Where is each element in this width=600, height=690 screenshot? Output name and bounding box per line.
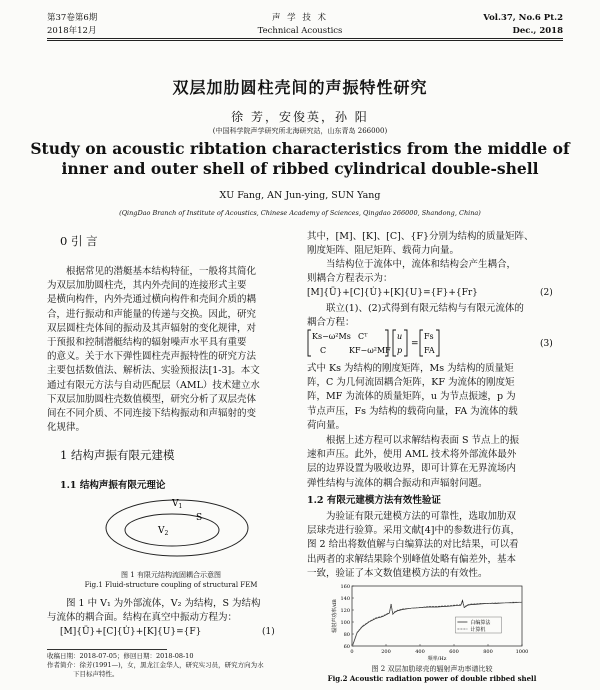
matrix-r1c1: Ks−ω²Ms xyxy=(312,332,351,341)
fig1-text xyxy=(47,597,295,625)
y-tick-label: 100 xyxy=(340,620,350,626)
text-line: 联立(1)、(2)式得到有限元结构与有限元流体的 xyxy=(326,303,524,314)
section1-heading: 1 结构声振有限元建模 xyxy=(60,448,175,462)
header-left-top: 第37卷第6期 xyxy=(47,13,98,23)
text-line: 其中，[M]、[K]、[C]、{F}分别为结构的质量矩阵、 xyxy=(307,231,534,242)
x-tick-label: 400 xyxy=(415,649,425,655)
x-tick-label: 600 xyxy=(449,649,459,655)
equation-3-number: (3) xyxy=(540,339,553,349)
vector-bracket-right xyxy=(404,330,407,356)
header-rule-top xyxy=(47,38,563,39)
x-tick-label: 0 xyxy=(350,649,354,655)
matrix-r2c1: C xyxy=(320,346,327,355)
title-cn: 双层加肋圆柱壳间的声振特性研究 xyxy=(172,78,428,97)
footnote xyxy=(47,652,297,679)
matrix-bracket-left xyxy=(308,330,311,356)
text-line: 节点声压，Fs 为结构的载荷向量，FA 为流体的载 xyxy=(307,405,518,417)
equation-2-number: (2) xyxy=(540,288,553,298)
equals-sign: = xyxy=(411,339,419,349)
text-line: 刚度矩阵、阻尼矩阵、载荷力向量。 xyxy=(307,245,460,257)
intro-line: 于预报和控制潜艇结构的辐射噪声水平具有重要 xyxy=(47,337,247,349)
equation-1: [M]{Ü}+[C]{U̇}+[K]{U}={F} xyxy=(60,627,202,637)
fig1-text-line: 与流体的耦合面。结构在真空中振动方程为： xyxy=(47,612,238,624)
authors-en: XU Fang, AN Jun-ying, SUN Yang xyxy=(219,190,381,201)
header-date-en: Dec., 2018 xyxy=(512,26,563,36)
intro-heading: 0 引 言 xyxy=(60,234,98,248)
intro-body xyxy=(47,265,295,435)
intro-line: 合，进行振动和声能量的传递与交换。因此，研究 xyxy=(47,308,257,320)
affiliation-cn: (中国科学院声学研究所北海研究站，山东青岛 266000) xyxy=(212,127,388,135)
equation-3 xyxy=(307,328,557,358)
section1-2-heading: 1.2 有限元建模方法有效性验证 xyxy=(307,495,441,506)
footnote-line: 下目标声特性。 xyxy=(73,670,119,678)
text-line: 荷向量。 xyxy=(307,419,346,431)
header-journal-en: Technical Acoustics xyxy=(257,26,343,36)
fig2-chart xyxy=(330,582,530,662)
text-line: 阵，C 为几何流固耦合矩阵，KF 为流体的刚度矩 xyxy=(307,377,515,389)
section1-1-heading: 1.1 结构声振有限元理论 xyxy=(60,480,166,491)
intro-line: 的意义。关于水下弹性圆柱壳声振特性的研究方法 xyxy=(47,351,257,363)
text-line: 为验证有限元建模方法的可靠性，选取加肋双 xyxy=(326,511,517,522)
label-v1: $V_1$ xyxy=(172,499,183,510)
affiliation-en: (QingDao Branch of Institute of Acoustics, Chinese Academy of Sciences, Qingdao 266000, Shandong, China) xyxy=(119,209,481,217)
right-para4 xyxy=(307,362,557,433)
plot-frame xyxy=(352,586,522,646)
fig1-caption-cn: 图 1 有限元结构流固耦合示意图 xyxy=(121,571,221,579)
label-v2: $V_2$ xyxy=(158,526,169,537)
rhs-fs: Fs xyxy=(424,332,434,341)
text-line: 层的边界设置为吸收边界，即可计算在无界流场内 xyxy=(307,463,517,475)
intro-line: 为双层加肋圆柱壳，其内外壳间的连接形式主要 xyxy=(47,280,247,292)
x-tick-label: 200 xyxy=(381,649,391,655)
intro-line: 通过有限元方法与自动匹配层（AML）技术建立水 xyxy=(47,379,260,391)
text-line: 式中 Ks 为结构的刚度矩阵，Ms 为结构的质量矩 xyxy=(307,363,514,374)
intro-line: 根据常见的潜艇基本结构特征，一般将其简化 xyxy=(66,266,257,277)
title-en-line2: inner and outer shell of ribbed cylindrical double-shell xyxy=(61,159,539,178)
text-line: 层球壳进行验算。采用文献[4]中的参数进行仿真， xyxy=(307,525,520,537)
header-volume-en: Vol.37, No.6 Pt.2 xyxy=(483,13,563,23)
text-line: 出两者的求解结果除个别峰值处略有偏差外，基本 xyxy=(307,553,517,565)
x-axis-label: 频率/Hz xyxy=(427,656,447,662)
intro-line: 主要包括数值法、解析法、实验预报法[1-3]。本文 xyxy=(47,365,260,377)
legend-label: 白编算法 xyxy=(470,620,491,626)
header-rule-bottom xyxy=(47,40,563,41)
fig1-text-line: 图 1 中 V₁ 为外部流体，V₂ 为结构，S 为结构 xyxy=(66,598,261,609)
vector-p: p xyxy=(397,346,403,355)
intro-line: 化规律。 xyxy=(47,422,86,434)
text-line: 阵，MF 为流体的质量矩阵，u 为节点振速，p 为 xyxy=(307,391,516,403)
y-tick-label: 160 xyxy=(340,584,350,590)
y-tick-label: 140 xyxy=(340,596,350,602)
intro-line: 下双层加肋圆柱壳数值模型，研究分析了双层壳体 xyxy=(47,393,257,405)
fig1-caption-en: Fig.1 Fluid-structure coupling of structural FEM xyxy=(84,581,258,589)
x-tick-label: 800 xyxy=(483,649,493,655)
footnote-rule xyxy=(47,649,167,650)
vector-u: u xyxy=(397,332,403,341)
matrix-r2c2: KF−ω²MF xyxy=(349,346,391,355)
text-line: 当结构位于流体中，流体和结构会产生耦合， xyxy=(326,259,517,270)
authors-cn: 徐 芳，安俊英，孙 阳 xyxy=(231,110,369,124)
text-line: 一致，验证了本文数值建模方法的有效性。 xyxy=(307,567,488,579)
header-left-bottom: 2018年12月 xyxy=(47,26,97,36)
structure-ellipse xyxy=(125,514,219,546)
y-tick-label: 120 xyxy=(340,608,350,614)
fig2-caption-cn: 图 2 双层加肋球壳的辐射声功率谱比较 xyxy=(371,665,493,673)
rhs-bracket-left xyxy=(420,330,423,356)
text-line: 则耦合方程表示为： xyxy=(307,273,393,285)
y-tick-label: 60 xyxy=(343,644,350,650)
text-line: 速和声压。此外，使用 AML 技术将外部流体最外 xyxy=(307,449,517,461)
fig1-diagram xyxy=(100,493,260,559)
header-journal-cn: 声 学 技 术 xyxy=(271,13,329,23)
text-line: 弹性结构与流体的耦合振动和声辐射问题。 xyxy=(307,477,488,489)
right-para2 xyxy=(307,258,557,286)
vector-bracket-left xyxy=(393,330,396,356)
text-line: 图 2 给出将数值解与白编算法的对比结果，可以看 xyxy=(307,539,519,551)
matrix-r1c2: Cᵀ xyxy=(358,332,368,341)
y-tick-label: 80 xyxy=(343,632,350,638)
x-tick-label: 1000 xyxy=(515,649,529,655)
title-en-line1: Study on acoustic ribtation characteristics from the middle of xyxy=(30,139,570,158)
equation-2: [M]{Ü}+[C]{U̇}+[K]{U}={F}+{Fr} xyxy=(307,288,478,298)
rhs-bracket-right xyxy=(436,330,439,356)
equation-1-number: (1) xyxy=(262,627,275,637)
right-para6 xyxy=(307,510,557,581)
legend-label: 计算机 xyxy=(470,627,486,633)
text-line: 根据上述方程可以求解结构表面 S 节点上的振 xyxy=(326,435,520,446)
label-s: S xyxy=(196,513,203,523)
footnote-line: 收稿日期：2018-07-05；修回日期：2018-08-10 xyxy=(47,652,194,660)
y-axis-label: 辐射声功率/dB xyxy=(332,599,338,633)
intro-line: 是横向构件，内外壳通过横向构件和壳间介质的耦 xyxy=(47,294,257,306)
right-para5 xyxy=(307,434,557,491)
intro-line: 间在不同介质、不同连接下结构振动和声辐射的变 xyxy=(47,408,257,420)
right-para3 xyxy=(307,302,557,330)
right-para1 xyxy=(307,230,557,258)
rhs-fa: FA xyxy=(424,346,435,355)
fig2-caption-en: Fig.2 Acoustic radiation power of double ribbed shell xyxy=(327,674,537,683)
text-line: 耦合方程： xyxy=(307,317,355,329)
footnote-line: 作者简介：徐芳(1991—)，女，黑龙江金华人，研究实习员，研究方向为水 xyxy=(47,661,264,669)
intro-line: 双层圆柱壳体间的振动及其声辐射的变化规律，对 xyxy=(47,322,257,334)
